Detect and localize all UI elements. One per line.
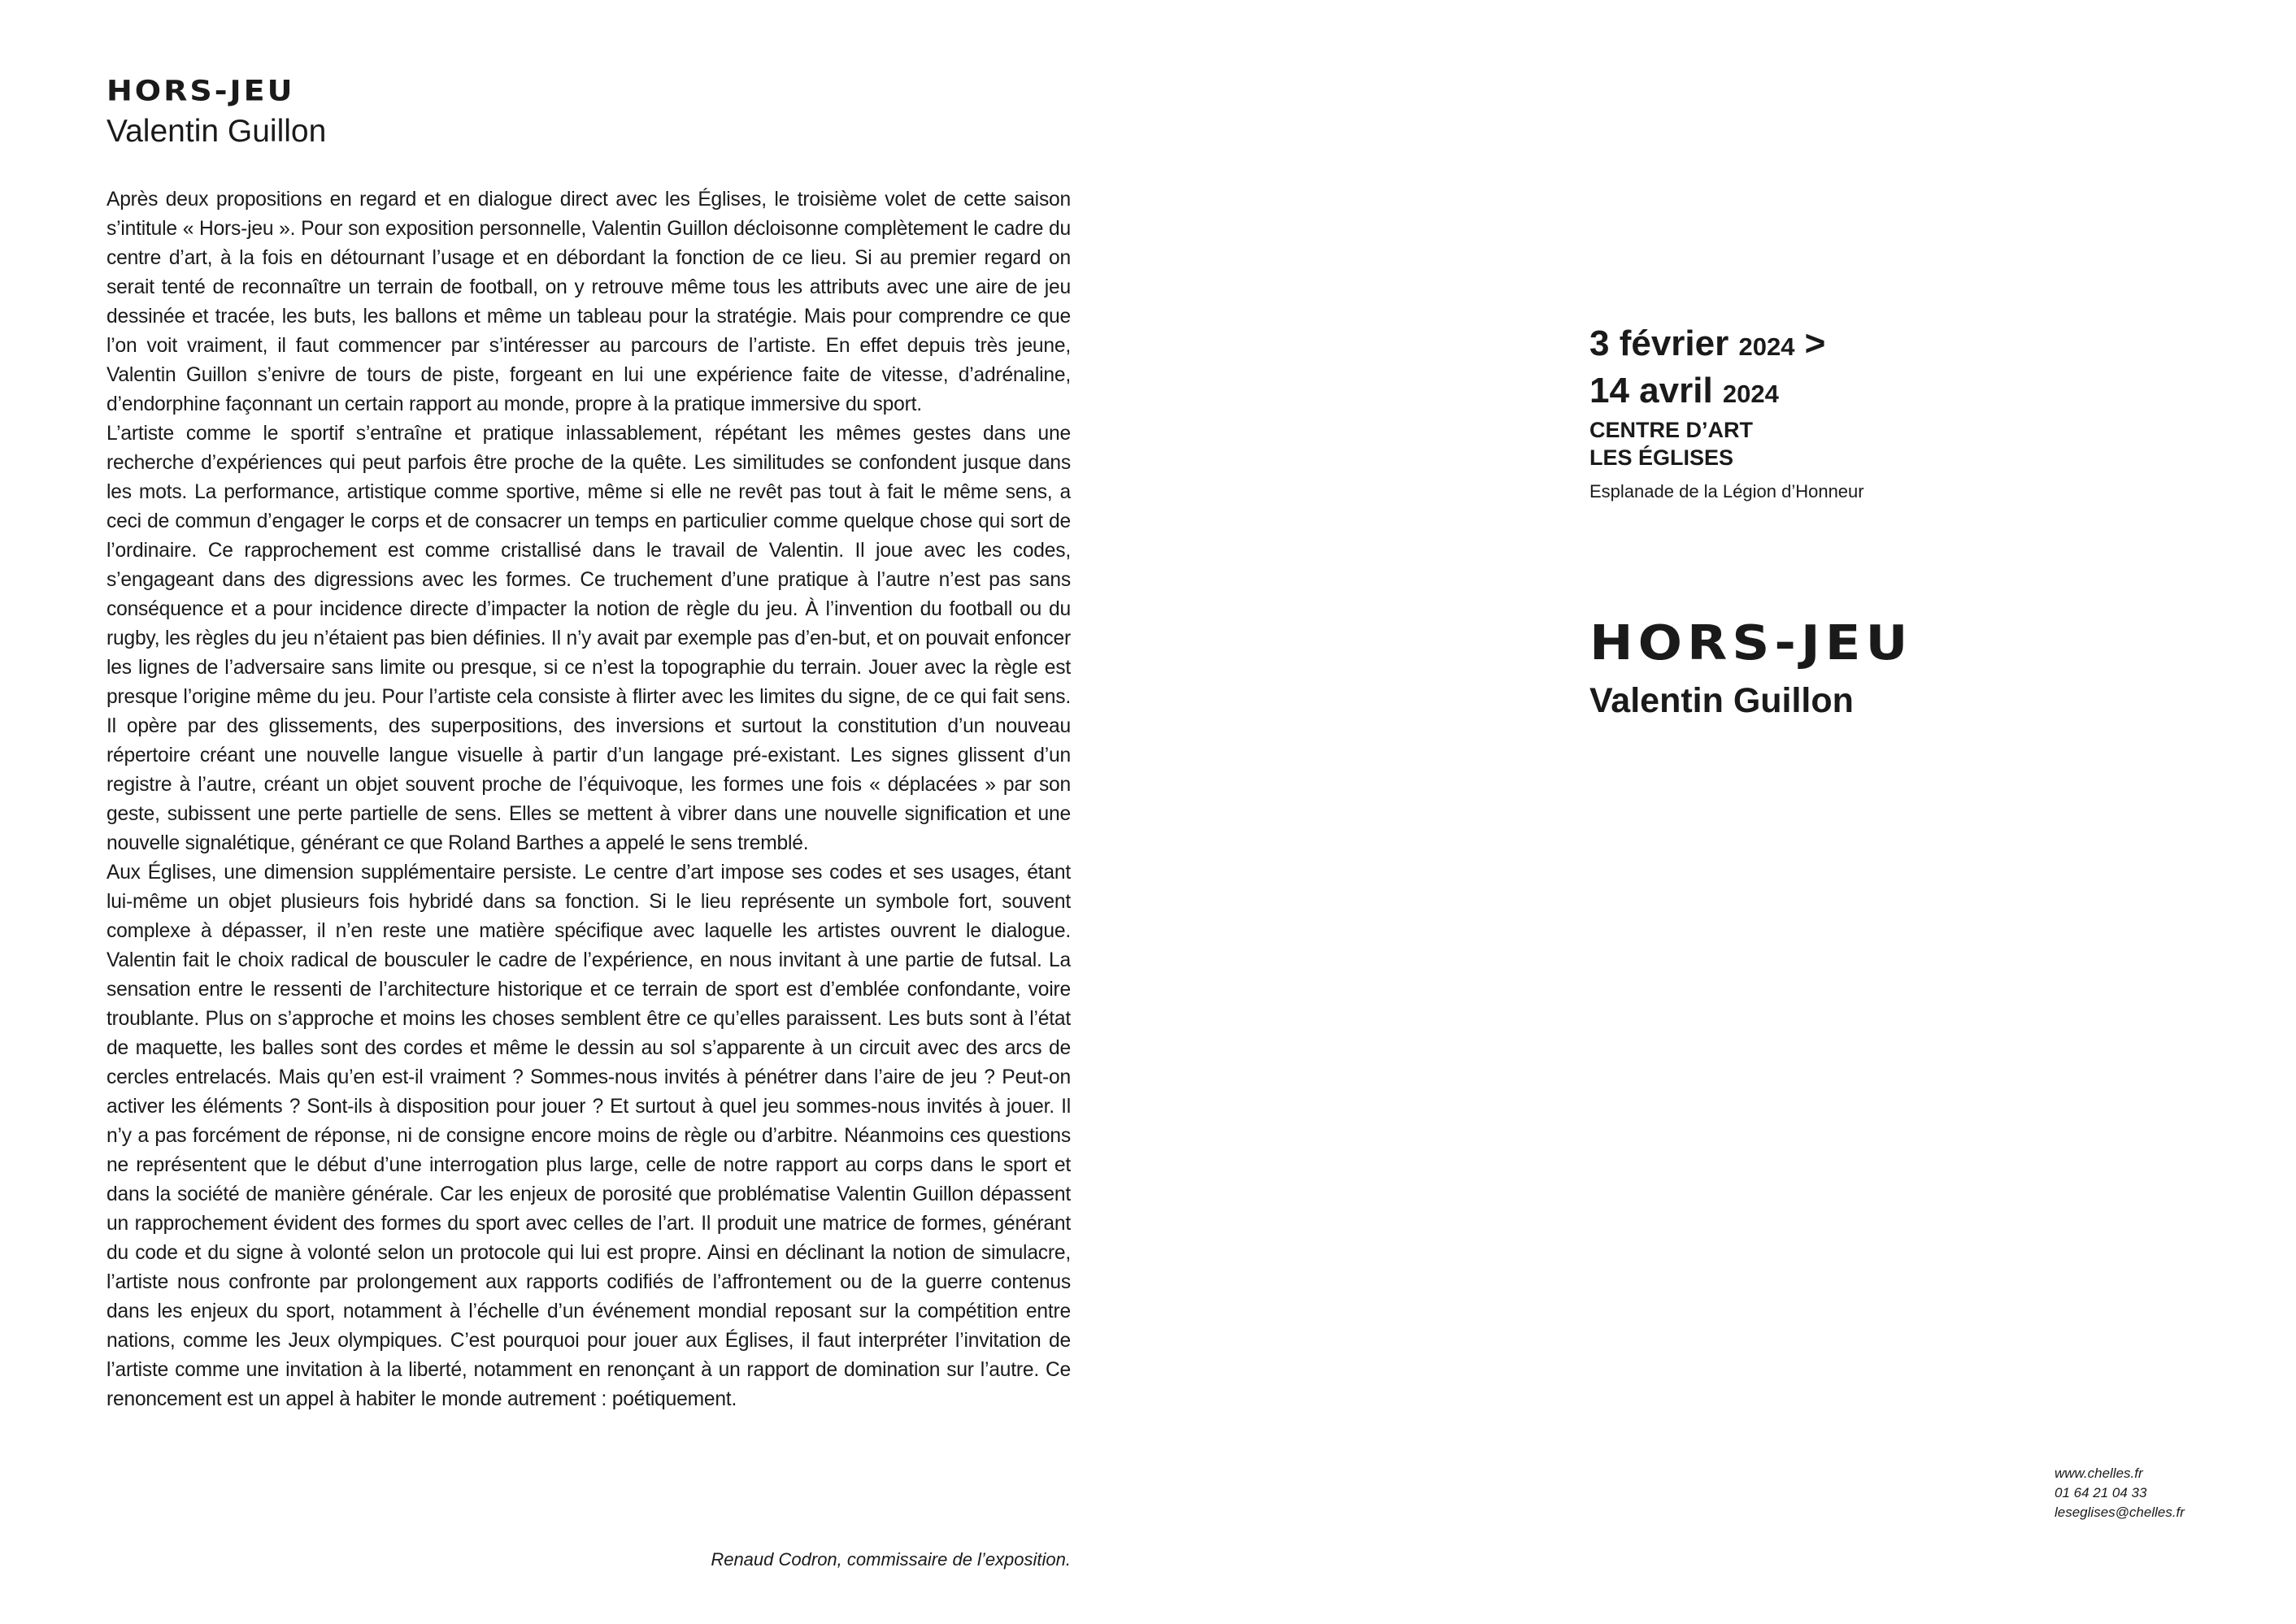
exhibition-text	[107, 185, 1071, 1414]
exhibition-info	[1589, 322, 2077, 504]
artist-name-large: Valentin Guillon	[1589, 681, 1854, 720]
artist-name: Valentin Guillon	[107, 114, 327, 149]
end-year: 2024	[1722, 380, 1779, 408]
paragraph-2: L’artiste comme le sportif s’entraîne et pratique inlassablement, répétant les mêmes gestes dans une recherche d’expériences qui peut parfois être proche de la quête. Les similitudes se confondent jusque dans les mots. La performance, artistique comme sportive, même si elle ne revêt pas tout à fait le même sens, a ceci de commun d’engager le corps et de consacrer un temps en particulier comme quelque chose qui sort de l’ordinaire. Ce rapprochement est comme cristallisé dans le travail de Valentin. Il joue avec les codes, s’engageant dans des digressions avec les formes. Ce truchement d’une pratique à l’autre n’est pas sans conséquence et a pour incidence directe d’impacter la notion de règle du jeu. À l’invention du football ou du rugby, les règles du jeu n’étaient pas bien définies. Il n’y avait par exemple pas d’en-but, et on pouvait enfoncer les lignes de l’adversaire sans limite ou presque, si ce n’est la topographie du terrain. Jouer avec la règle est presque l’origine même du jeu. Pour l’artiste cela consiste à flirter avec les limites du signe, de ce qui fait sens. Il opère par des glissements, des superpositions, des inversions et surtout la constitution d’un nouveau répertoire créant une nouvelle langue visuelle à partir d’un langage pré-existant. Les signes glissent d’un registre à l’autre, créant un objet souvent proche de l’équivoque, les formes une fois « déplacées » par son geste, subissent une perte partielle de sens. Elles se mettent à vibrer dans une nouvelle signification et une nouvelle signalétique, générant ce que Roland Barthes a appelé le sens tremblé.	[107, 422, 1071, 854]
start-year: 2024	[1738, 332, 1795, 361]
date-arrow: >	[1804, 323, 1826, 363]
venue-address: Esplanade de la Légion d’Honneur	[1589, 481, 1864, 502]
venue-name-line-1: CENTRE D’ART	[1589, 418, 1753, 442]
start-date: 3 février	[1589, 323, 1729, 363]
start-date-line	[1589, 322, 2077, 369]
end-date-line	[1589, 369, 2077, 416]
paragraph-1: Après deux propositions en regard et en dialogue direct avec les Églises, le troisième volet de cette saison s’intitule « Hors-jeu ». Pour son exposition personnelle, Valentin Guillon décloisonne complètement le cadre du centre d’art, à la fois en détournant l’usage et en débordant la fonction de ce lieu. Si au premier regard on serait tenté de reconnaître un terrain de football, on y retrouve même tous les attributs avec une aire de jeu dessinée et tracée, les buts, les ballons et même un tableau pour la stratégie. Mais pour comprendre ce que l’on voit vraiment, il faut commencer par s’intéresser au parcours de l’artiste. En effet depuis très jeune, Valentin Guillon s’enivre de tours de piste, forgeant en lui une expérience faite de vitesse, d’adrénaline, d’endorphine façonnant un certain rapport au monde, propre à la pratique immersive du sport.	[107, 188, 1071, 415]
contact-info	[2055, 1464, 2185, 1522]
curator-signature: Renaud Codron, commissaire de l’exposition.	[711, 1549, 1071, 1570]
email-link[interactable]: leseglises@chelles.fr	[2055, 1505, 2185, 1520]
exhibition-logo-large: HORS-JEU	[1589, 615, 1913, 671]
exhibition-logo: HORS-JEU	[107, 74, 295, 107]
left-page	[107, 76, 1071, 1414]
phone-number: 01 64 21 04 33	[2055, 1485, 2147, 1500]
paragraph-3: Aux Églises, une dimension supplémentaire persiste. Le centre d’art impose ses codes et ses usages, étant lui-même un objet plusieurs fois hybridé dans sa fonction. Si le lieu représente un symbole fort, souvent complexe à dépasser, il n’en reste une matière spécifique avec laquelle les artistes ouvrent le dialogue. Valentin fait le choix radical de bousculer le cadre de l’expérience, en nous invitant à une partie de futsal. La sensation entre le ressenti de l’architecture historique et ce terrain de sport est d’emblée confondante, voire troublante. Plus on s’approche et moins les choses semblent être ce qu’elles paraissent. Les buts sont à l’état de maquette, les balles sont des cordes et même le dessin au sol s’apparente à un circuit avec des arcs de cercles entrelacés. Mais qu’en est-il vraiment ? Sommes-nous invités à pénétrer dans l’aire de jeu ? Peut-on activer les éléments ? Sont-ils à disposition pour jouer ? Et surtout à quel jeu sommes-nous invités à jouer. Il n’y a pas forcément de réponse, ni de consigne encore moins de règle ou d’arbitre. Néanmoins ces questions ne représentent que le début d’une interrogation plus large, celle de notre rapport au corps dans le sport et dans la société de manière générale. Car les enjeux de porosité que problématise Valentin Guillon dépassent un rapprochement évident des formes du sport avec celles de l’art. Il produit une matrice de formes, générant du code et du signe à volonté selon un protocole qui lui est propre. Ainsi en déclinant la notion de simulacre, l’artiste nous confronte par prolongement aux rapports codifiés de l’affrontement ou de la guerre contenus dans les enjeux du sport, notamment à l’échelle d’un événement mondial reposant sur la compétition entre nations, comme les Jeux olympiques. C’est pourquoi pour jouer aux Églises, il faut interpréter l’invitation de l’artiste comme une invitation à la liberté, notamment en renonçant à un rapport de domination sur l’autre. Ce renoncement est un appel à habiter le monde autrement : poétiquement.	[107, 861, 1071, 1410]
website-link[interactable]: www.chelles.fr	[2055, 1466, 2143, 1481]
end-date: 14 avril	[1589, 371, 1713, 410]
cover-title	[1589, 615, 2159, 721]
venue-name-line-2: LES ÉGLISES	[1589, 445, 1734, 470]
